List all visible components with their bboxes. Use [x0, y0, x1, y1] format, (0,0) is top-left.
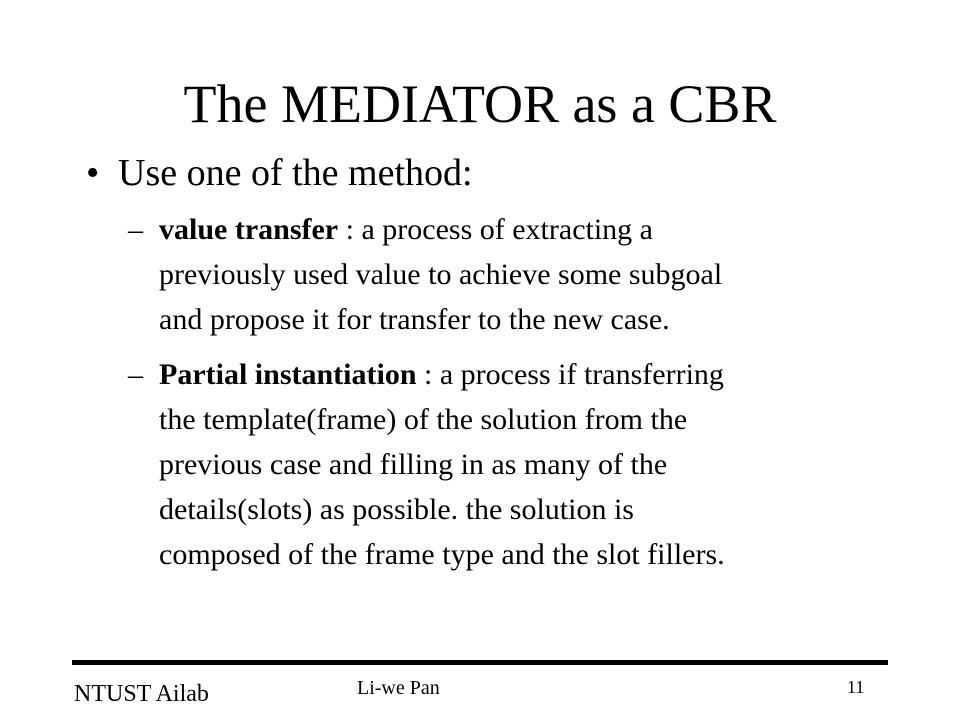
sub-item-line: composed of the frame type and the slot fillers. [159, 538, 725, 571]
footer-divider [72, 660, 888, 665]
term-partial-instantiation: Partial instantiation [159, 358, 417, 391]
sub-item-line: details(slots) as possible. the solution is [159, 493, 634, 526]
page-number: 11 [847, 677, 865, 697]
sub-item-text: : a process if transferring [416, 358, 724, 391]
slide-title: The MEDIATOR as a CBR [183, 74, 777, 134]
sub-item-line: previous case and filling in as many of the [159, 448, 668, 481]
sub-item-partial-instantiation [128, 352, 868, 577]
sub-item-line: the template(frame) of the solution from the [159, 403, 688, 436]
term-value-transfer: value transfer [159, 213, 339, 246]
sub-item-line: and propose it for transfer to the new case. [159, 303, 670, 336]
dash-icon: – [128, 358, 143, 391]
sub-item-line [159, 207, 868, 252]
sub-item-line: previously used value to achieve some subgoal [159, 258, 723, 291]
bullet-icon: • [86, 152, 100, 194]
sub-item-value-transfer [128, 207, 868, 342]
footer-author: Li-we Pan [357, 677, 440, 699]
dash-icon: – [128, 213, 143, 246]
main-bullet [86, 150, 473, 196]
sub-item-text: : a process of extracting a [338, 213, 653, 246]
sub-item-line [159, 352, 868, 397]
main-bullet-text: Use one of the method: [118, 152, 473, 194]
footer-organization: NTUST Ailab [74, 681, 209, 707]
